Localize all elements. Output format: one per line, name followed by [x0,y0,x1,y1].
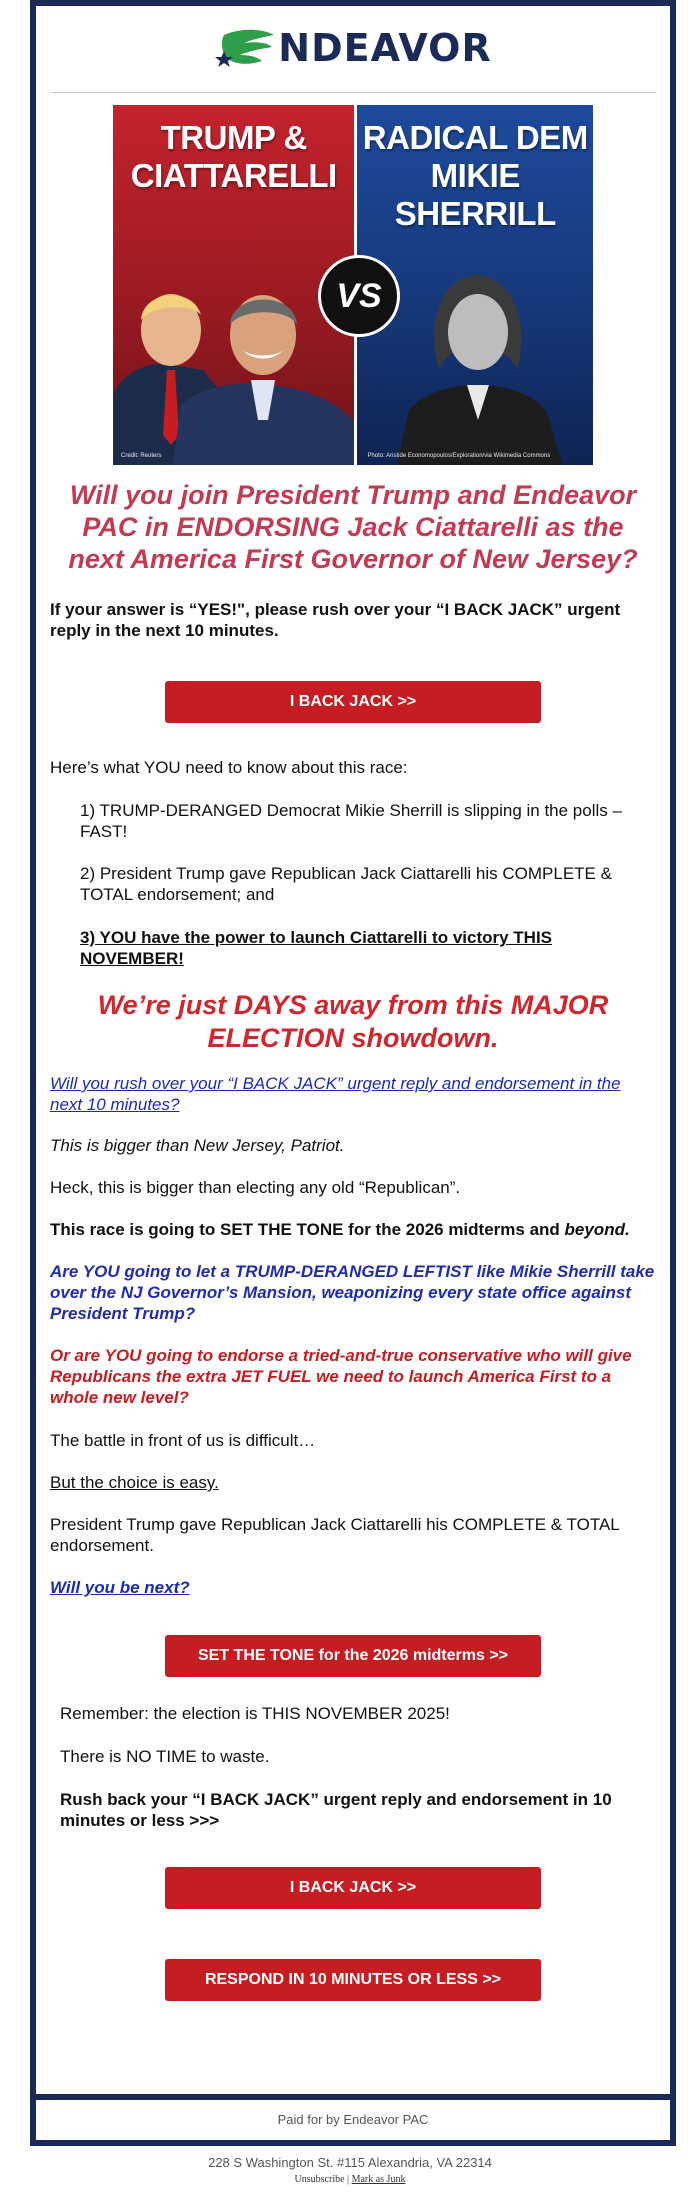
footer-box [30,2094,676,2146]
next-link-wrap [50,1577,656,1598]
set-tone-text [50,1219,656,1240]
endeavor-logo[interactable] [214,25,491,71]
rush-back-text: Rush back your “I BACK JACK” urgent reply and endorsement in 10 minutes or less >>> [60,1790,612,1830]
choice-text: But the choice is easy. [50,1473,219,1492]
i-back-jack-button-2[interactable]: I BACK JACK >> [165,1867,541,1909]
set-the-tone-button[interactable]: SET THE TONE for the 2026 midterms >> [165,1635,541,1677]
hero-left-title-line1: TRUMP & [160,119,307,156]
battle-text: The battle in front of us is difficult… [50,1431,316,1450]
candidates-photo [113,220,356,465]
trump-gave-text: President Trump gave Republican Jack Ciattarelli his COMPLETE & TOTAL endorsement. [50,1515,620,1555]
hero-right-credit: Photo: Aristide Economopoulos/Exploration/via Wikimedia Commons [367,453,551,459]
i-back-jack-button-1[interactable]: I BACK JACK >> [165,681,541,723]
hero-right-title-line1: RADICAL DEM [362,119,588,156]
wing-star-logo-icon [214,25,276,71]
hero-right-title [357,119,593,233]
know-intro-text: Here’s what YOU need to know about this race: [50,758,408,777]
intro-text: If your answer is “YES!", please rush over your “I BACK JACK” urgent reply in the next 10 minutes. [50,600,621,640]
opponent-photo [357,220,593,465]
unsubscribe-row [0,2174,700,2185]
respond-10-minutes-button[interactable]: RESPOND IN 10 MINUTES OR LESS >> [165,1959,541,2001]
will-you-be-next-link[interactable]: Will you be next? [50,1578,190,1597]
hero-image[interactable] [113,105,593,465]
button-wrap-4 [36,1959,670,2001]
point-2: 2) President Trump gave Republican Jack Ciattarelli his COMPLETE & TOTAL endorsement; and [80,864,612,904]
days-away-headline: We’re just DAYS away from this MAJOR ELECTION showdown. [97,990,609,1053]
blue-question-text: Are YOU going to let a TRUMP-DERANGED LEFTIST like Mikie Sherrill take over the NJ Governor’s Mansion, weaponizing every state office against President Trump? [50,1262,655,1323]
bigger-nj-text: This is bigger than New Jersey, Patriot. [50,1136,345,1155]
logo-text: NDEAVOR [278,26,492,70]
email-frame [30,0,676,2100]
vs-badge: VS [318,255,400,337]
rush-link-wrap [50,1073,656,1115]
remember-text: Remember: the election is THIS NOVEMBER 2025! [60,1704,450,1723]
button-wrap-1 [36,681,670,723]
logo-row [36,6,670,90]
heck-text: Heck, this is bigger than electing any old “Republican”. [50,1178,461,1197]
hero-left-title-line2: CIATTARELLI [130,157,337,194]
set-tone-main: This race is going to SET THE TONE for the 2026 midterms and [50,1220,565,1239]
main-headline: Will you join President Trump and Endeavor PAC in ENDORSING Jack Ciattarelli as the next America First Governor of New Jersey? [68,480,638,574]
no-time-text: There is NO TIME to waste. [60,1747,270,1766]
hero-right-title-line2: MIKIE SHERRILL [394,157,556,232]
set-tone-beyond: beyond. [564,1220,630,1239]
rush-reply-link[interactable]: Will you rush over your “I BACK JACK” urgent reply and endorsement in the next 10 minutes? [50,1074,621,1114]
paid-for-text: Paid for by Endeavor PAC [277,2112,429,2127]
button-wrap-3 [36,1867,670,1909]
point-3: 3) YOU have the power to launch Ciattarelli to victory THIS NOVEMBER! [80,928,553,968]
hero-left-title [113,119,354,195]
address-text: 228 S Washington St. #115 Alexandria, VA 22314 [208,2155,492,2170]
mark-as-junk-link[interactable]: Mark as Junk [351,2174,406,2185]
point-1: 1) TRUMP-DERANGED Democrat Mikie Sherrill is slipping in the polls – FAST! [80,801,622,841]
hero-left-credit: Credit: Reuters [121,453,162,459]
button-wrap-2 [36,1635,670,1677]
red-question-text: Or are YOU going to endorse a tried-and-true conservative who will give Republicans the extra JET FUEL we need to launch America First to a whole new level? [50,1346,632,1407]
unsubscribe-link[interactable]: Unsubscribe [294,2174,345,2185]
header-divider [50,92,656,93]
footer-separator: | [344,2174,352,2185]
